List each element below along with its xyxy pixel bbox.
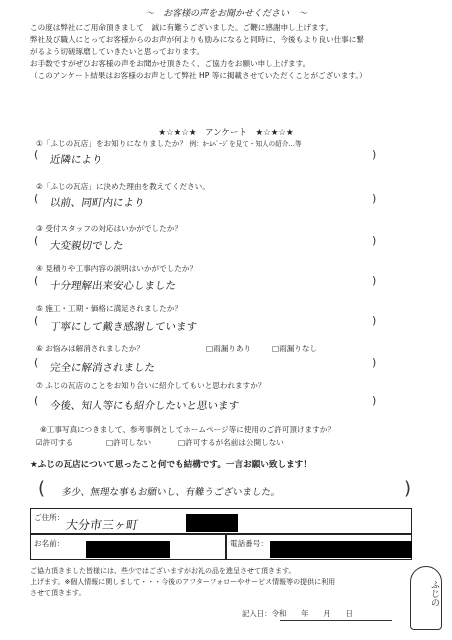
- paren-left: (: [34, 314, 39, 327]
- comment-heading: ★ふじの瓦店について思ったこと何でも結構です。一言お願い致します！: [30, 460, 312, 470]
- address-label: ご住所：: [34, 513, 65, 522]
- paren-left: (: [34, 274, 39, 287]
- intro-line-4: お手数ですがぜひお客様の声をお聞かせ頂きたく、ご協力をお願い申し上げます。: [30, 59, 311, 68]
- paren-left: (: [34, 192, 39, 205]
- intro-line-2: 弊社及び職人にとってお客様からのお声が何よりも励みになると同時に、今後もより良い仕事に繋: [30, 35, 364, 44]
- phone-label: 電話番号：: [230, 539, 268, 548]
- answer-3: 大変親切でした: [49, 240, 125, 252]
- comment-answer: 多少、無理な事もお願いし、有難うございました。: [61, 487, 282, 498]
- bracket-left: (: [38, 478, 46, 499]
- paren-right: ): [372, 148, 377, 161]
- question-6-text: ⑥ お悩みは解消されましたか？: [36, 344, 144, 353]
- question-1-example: 例：ﾎｰﾑﾍﾟｰｼﾞを見て・知人の紹介…等: [189, 140, 302, 148]
- bracket-right: ): [404, 478, 412, 499]
- intro-line-1: この度は弊社にご用命頂きまして 誠に有難うございました。ご鞭に感謝申し上げます。: [30, 23, 334, 32]
- deny-option[interactable]: □許可しない: [106, 438, 152, 447]
- answer-5: 丁寧にして戴き感謝しています: [49, 321, 198, 333]
- question-8: ⑧工事写真につきまして、参考事例としてホームページ等に使用のご許可頂けますか？: [40, 425, 335, 434]
- question-1-text: ①「ふじの瓦店」をお知りになりましたか？: [36, 139, 188, 148]
- paren-left: (: [34, 394, 39, 407]
- permit-option[interactable]: ☑許可する: [36, 438, 74, 447]
- page-title: ～ お客様の声をお聞かせください ～: [144, 9, 307, 19]
- question-1: [36, 138, 302, 149]
- paren-right: ): [372, 394, 377, 407]
- question-6: [36, 343, 144, 354]
- survey-heading: ★☆★☆★ アンケート ★☆★☆★: [158, 128, 294, 138]
- paren-left: (: [34, 234, 39, 247]
- date-label: 記入日：令和 年 月 日: [242, 609, 353, 618]
- footer-line-2: 上げます。※個人情報に関しまして・・・今後のアフターフォローやサービス情報等の提供に利用: [30, 578, 336, 586]
- answer-6: 完全に解消されました: [49, 362, 156, 374]
- intro-line-5: （このアンケート結果はお客様のお声として弊社 HP 等に掲載させていただくことがございます。）: [30, 71, 367, 80]
- date-underline: [280, 620, 392, 621]
- question-2: ②「ふじの瓦店」に決めた理由を教えてください。: [36, 182, 210, 191]
- question-3: ③ 受付スタッフの対応はいかがでしたか？: [36, 224, 182, 233]
- answer-7: 今後、知人等にも紹介したいと思います: [49, 400, 240, 412]
- address-value: 大分市三ヶ町: [64, 518, 139, 532]
- paren-left: (: [34, 356, 39, 369]
- footer-line-3: させて頂きます。: [30, 589, 86, 597]
- intro-line-3: がるよう切磋琢磨していきたいと思っております。: [30, 47, 205, 56]
- permit-anonymous-option[interactable]: □許可するが名前は公開しない: [178, 438, 284, 447]
- answer-1: 近隣により: [49, 154, 104, 166]
- redaction-address: [186, 514, 238, 532]
- answer-4: 十分理解出来安心しました: [49, 280, 177, 292]
- company-stamp: [410, 566, 442, 630]
- paren-right: ): [372, 234, 377, 247]
- paren-right: ): [372, 314, 377, 327]
- question-5: ⑤ 施工・工期・価格に満足されましたか？: [36, 304, 182, 313]
- answer-2: 以前、同町内により: [49, 197, 146, 209]
- leak-yes-option[interactable]: □雨漏りあり: [206, 344, 252, 353]
- leak-no-option[interactable]: □雨漏りなし: [272, 344, 318, 353]
- paren-left: (: [34, 148, 39, 161]
- redaction-name: [86, 541, 170, 558]
- footer-line-1: ご協力頂きました皆様には、些少ではございますがお礼の品を進呈させて頂きます。: [30, 567, 296, 575]
- question-4: ④ 見積りや工事内容の説明はいかがでしたか？: [36, 264, 198, 273]
- paren-right: ): [372, 274, 377, 287]
- stamp-text: ふじの: [429, 579, 439, 607]
- question-7: ⑦ ふじの瓦店のことをお知り合いに紹介してもいと思われますか？: [36, 381, 266, 390]
- redaction-phone: [270, 541, 412, 558]
- paren-right: ): [372, 356, 377, 369]
- paren-right: ): [372, 192, 377, 205]
- name-label: お名前：: [34, 539, 65, 548]
